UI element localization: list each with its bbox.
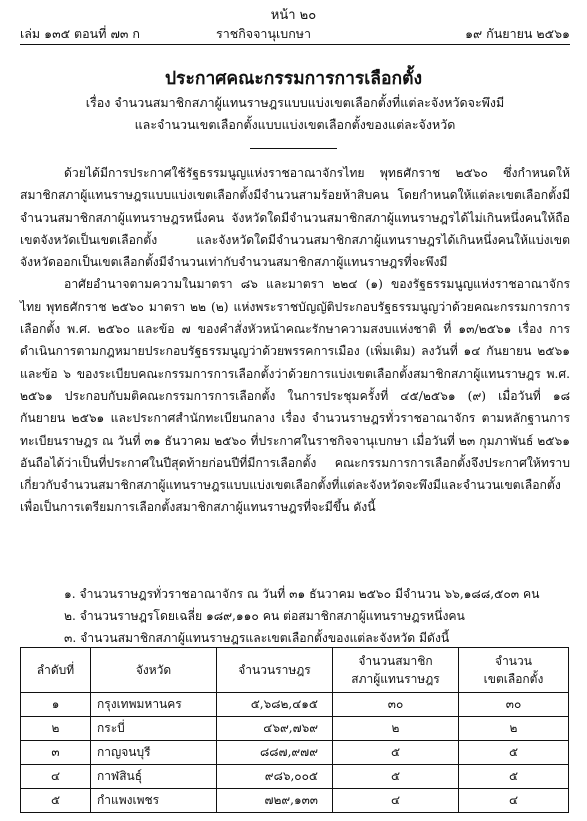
subject-divider <box>250 148 337 149</box>
publication-name: ราชกิจจานุเบกษา <box>216 26 312 41</box>
item-3: ๓. จำนวนสมาชิกสภาผู้แทนราษฎรและเขตเลือกตั้งของแต่ละจังหวัด มีดังนี้ <box>64 631 450 645</box>
table-row <box>21 765 569 789</box>
body-paragraph-1: ด้วยได้มีการประกาศใช้รัฐธรรมนูญแห่งราชอาณาจักรไทย พุทธศักราช ๒๕๖๐ ซึ่งกำหนดให้สมาชิกสภาผู้แทนราษฎรแบบแบ่งเขตเลือกตั้งมีจำนวนสามร้อยห้าสิบคน โดยกำหนดให้แต่ละเขตเลือกตั้งมีจำนวนสมาชิกสภาผู้แทนราษฎรหนึ่งคน จังหวัดใดมีจำนวนสมาชิกสภาผู้แทนราษฎรได้ไม่เกินหนึ่งคนให้ถือเขตจังหวัดเป็นเขตเลือกตั้ง และจังหวัดใดมีจำนวนสมาชิกสภาผู้แทนราษฎรได้เกินหนึ่งคนให้แบ่งเขตจังหวัดออกเป็นเขตเลือกตั้งมีจำนวนเท่ากับจำนวนสมาชิกสภาผู้แทนราษฎรที่จะพึงมี <box>20 166 570 270</box>
cell-districts: ๕ <box>459 765 569 789</box>
table-header-row <box>21 648 569 693</box>
header-province: จังหวัด <box>91 648 217 693</box>
cell-province: กาฬสินธุ์ <box>91 765 217 789</box>
cell-districts: ๕ <box>459 741 569 765</box>
numbered-items <box>64 583 570 649</box>
cell-order: ๔ <box>21 765 91 789</box>
cell-districts: ๓๐ <box>459 693 569 717</box>
table-row <box>21 741 569 765</box>
cell-population: ๕,๖๘๒,๔๑๕ <box>217 693 333 717</box>
cell-population: ๗๒๙,๑๓๓ <box>217 789 333 813</box>
header-districts <box>459 648 569 693</box>
cell-mps: ๕ <box>333 765 459 789</box>
volume-issue: เล่ม ๑๓๕ ตอนที่ ๗๓ ก <box>20 26 140 41</box>
header-districts-line-1: จำนวน <box>495 654 532 668</box>
cell-mps: ๕ <box>333 741 459 765</box>
cell-order: ๒ <box>21 717 91 741</box>
cell-order: ๕ <box>21 789 91 813</box>
header-mps-line-1: จำนวนสมาชิก <box>358 654 433 668</box>
header-divider <box>20 44 570 45</box>
header-mps <box>333 648 459 693</box>
header-population: จำนวนราษฎร <box>217 648 333 693</box>
publication-date: ๑๙ กันยายน ๒๕๖๑ <box>465 26 570 41</box>
cell-order: ๓ <box>21 741 91 765</box>
cell-province: กรุงเทพมหานคร <box>91 693 217 717</box>
cell-population: ๘๘๗,๙๗๙ <box>217 741 333 765</box>
cell-districts: ๒ <box>459 717 569 741</box>
header-districts-line-2: เขตเลือกตั้ง <box>483 672 544 686</box>
subject-line-1: เรื่อง จำนวนสมาชิกสภาผู้แทนราษฎรแบบแบ่งเขตเลือกตั้งที่แต่ละจังหวัดจะพึงมี <box>85 95 505 110</box>
cell-province: กระบี่ <box>91 717 217 741</box>
cell-mps: ๒ <box>333 717 459 741</box>
announcement-body <box>20 162 570 519</box>
cell-order: ๑ <box>21 693 91 717</box>
header-order: ลำดับที่ <box>21 648 91 693</box>
province-table <box>20 647 569 813</box>
item-1: ๑. จำนวนราษฎรทั่วราชอาณาจักร ณ วันที่ ๓๑ ธันวาคม ๒๕๖๐ มีจำนวน ๖๖,๑๘๘,๕๐๓ คน <box>64 587 540 601</box>
cell-population: ๙๘๖,๐๐๕ <box>217 765 333 789</box>
table-row <box>21 789 569 813</box>
cell-mps: ๓๐ <box>333 693 459 717</box>
cell-province: กำแพงเพชร <box>91 789 217 813</box>
announcement-subject <box>20 92 570 136</box>
gazette-header <box>20 24 570 42</box>
table-row <box>21 717 569 741</box>
cell-province: กาญจนบุรี <box>91 741 217 765</box>
announcement-title: ประกาศคณะกรรมการการเลือกตั้ง <box>164 69 423 89</box>
cell-mps: ๔ <box>333 789 459 813</box>
page-number: หน้า ๒๐ <box>270 8 317 23</box>
cell-districts: ๔ <box>459 789 569 813</box>
cell-population: ๔๖๙,๗๖๙ <box>217 717 333 741</box>
body-paragraph-2: อาศัยอำนาจตามความในมาตรา ๘๖ และมาตรา ๒๒๔ (๑) ของรัฐธรรมนูญแห่งราชอาณาจักรไทย พุทธศักราช ๒๕๖๐ มาตรา ๒๒ (๒) แห่งพระราชบัญญัติประกอบรัฐธรรมนูญว่าด้วยคณะกรรมการการเลือกตั้ง พ.ศ. ๒๕๖๐ และข้อ ๗ ของคำสั่งหัวหน้าคณะรักษาความสงบแห่งชาติ ที่ ๑๓/๒๕๖๑ เรื่อง การดำเนินการตามกฎหมายประกอบรัฐธรรมนูญว่าด้วยพรรคการเมือง (เพิ่มเติม) ลงวันที่ ๑๔ กันยายน ๒๕๖๑ และข้อ ๖ ของระเบียบคณะกรรมการการเลือกตั้งว่าด้วยการแบ่งเขตเลือกตั้งสมาชิกสภาผู้แทนราษฎร พ.ศ. ๒๕๖๑ ประกอบกับมติคณะกรรมการการเลือกตั้ง ในการประชุมครั้งที่ ๔๕/๒๕๖๑ (๙) เมื่อวันที่ ๑๘ กันยายน ๒๕๖๑ และประกาศสำนักทะเบียนกลาง เรื่อง จำนวนราษฎรทั่วราชอาณาจักร ตามหลักฐานการทะเบียนราษฎร ณ วันที่ ๓๑ ธันวาคม ๒๕๖๐ ที่ประกาศในราชกิจจานุเบกษา เมื่อวันที่ ๒๓ กุมภาพันธ์ ๒๕๖๑ อันถือได้ว่าเป็นที่ประกาศในปีสุดท้ายก่อนปีที่มีการเลือกตั้ง คณะกรรมการการเลือกตั้งจึงประกาศให้ทราบเกี่ยวกับจำนวนสมาชิกสภาผู้แทนราษฎรแบบแบ่งเขตเลือกตั้งที่แต่ละจังหวัดจะพึงมีและจำนวนเขตเลือกตั้ง เพื่อเป็นการเตรียมการเลือกตั้งสมาชิกสภาผู้แทนราษฎรที่จะมีขึ้น ดังนี้ <box>20 277 570 515</box>
subject-line-2: และจำนวนเขตเลือกตั้งแบบแบ่งเขตเลือกตั้งของแต่ละจังหวัด <box>134 117 456 132</box>
header-mps-line-2: สภาผู้แทนราษฎร <box>351 672 440 686</box>
table-row <box>21 693 569 717</box>
item-2: ๒. จำนวนราษฎรโดยเฉลี่ย ๑๘๙,๑๑๐ คน ต่อสมาชิกสภาผู้แทนราษฎรหนึ่งคน <box>64 609 465 623</box>
